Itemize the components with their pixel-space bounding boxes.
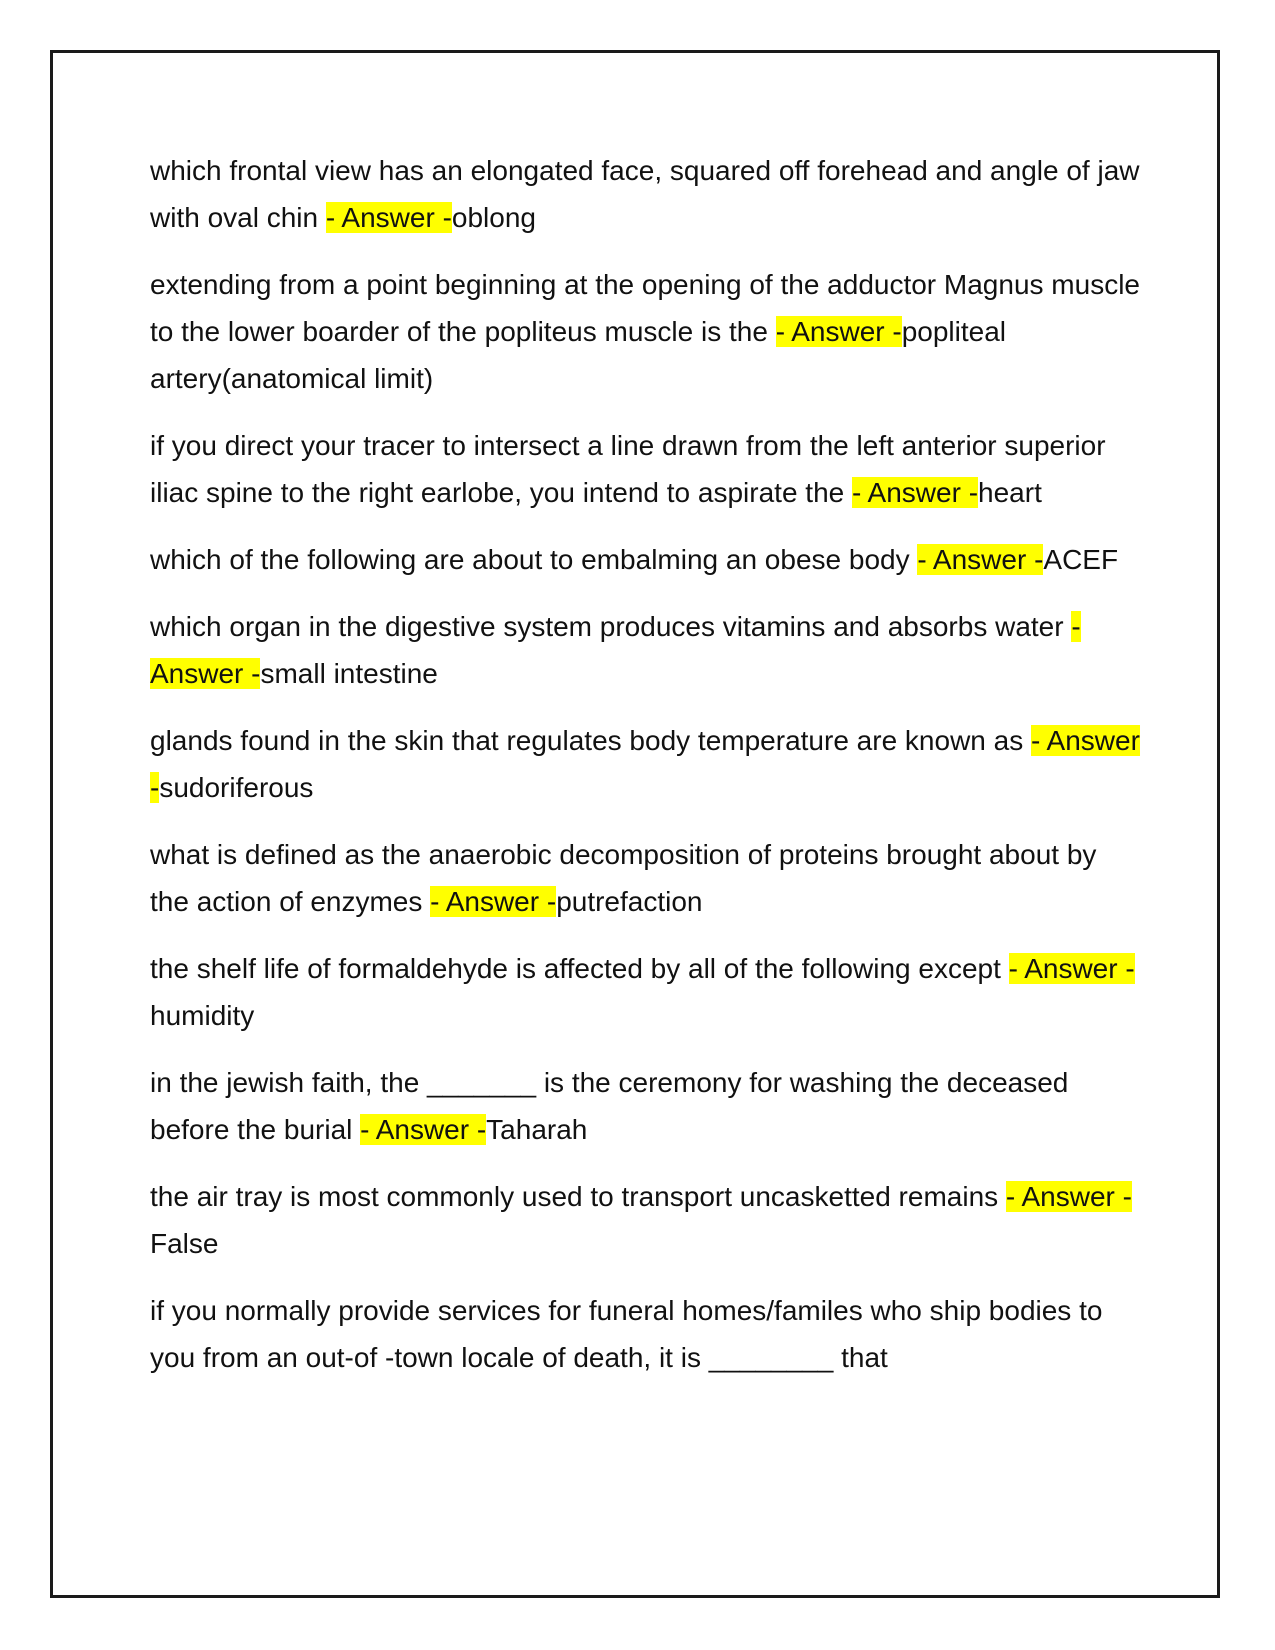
qa-item: [150, 945, 1140, 1039]
answer-text: humidity: [150, 1000, 255, 1031]
question-text: which frontal view has an elongated face, squared off forehead and angle of jaw with oval chin: [150, 155, 1140, 233]
answer-marker: - Answer -: [917, 544, 1044, 575]
answer-text: oblong: [451, 202, 536, 233]
answer-marker: - Answer -: [325, 202, 452, 233]
qa-item: [150, 717, 1140, 811]
answer-text: small intestine: [260, 658, 438, 689]
answer-text: Taharah: [486, 1114, 588, 1145]
qa-item: [150, 261, 1140, 402]
qa-item: [150, 1173, 1140, 1267]
qa-item: [150, 147, 1140, 241]
question-text: which of the following are about to embalming an obese body: [150, 544, 918, 575]
question-text: in the jewish faith, the _______ is the ceremony for washing the deceased before the burial: [150, 1067, 1069, 1145]
qa-item: [150, 831, 1140, 925]
answer-marker: - Answer -: [852, 477, 979, 508]
question-text: the shelf life of formaldehyde is affected by all of the following except: [150, 953, 1009, 984]
question-text: if you direct your tracer to intersect a line drawn from the left anterior superior iliac spine to the right earlobe, you intend to aspirate the: [150, 430, 1106, 508]
answer-marker: - Answer -: [1005, 1181, 1132, 1212]
question-text: which organ in the digestive system produces vitamins and absorbs water: [150, 611, 1072, 642]
answer-marker: - Answer -: [150, 725, 1140, 803]
answer-text: popliteal artery(anatomical limit): [150, 316, 1007, 394]
answer-text: ACEF: [1043, 544, 1119, 575]
qa-item: [150, 422, 1140, 516]
answer-marker: - Answer -: [360, 1114, 487, 1145]
question-text: glands found in the skin that regulates body temperature are known as: [150, 725, 1031, 756]
answer-text: heart: [978, 477, 1042, 508]
document-body: [150, 147, 1140, 1401]
answer-text: putrefaction: [556, 886, 703, 917]
answer-marker: - Answer -: [775, 316, 902, 347]
answer-marker: - Answer -: [430, 886, 557, 917]
qa-item: [150, 1059, 1140, 1153]
answer-marker: - Answer -: [150, 611, 1081, 689]
qa-item: [150, 603, 1140, 697]
question-text: the air tray is most commonly used to transport uncasketted remains: [150, 1181, 1006, 1212]
question-text: what is defined as the anaerobic decomposition of proteins brought about by the action of enzymes: [150, 839, 1097, 917]
question-text: extending from a point beginning at the opening of the adductor Magnus muscle to the lower boarder of the popliteus muscle is the: [150, 269, 1140, 347]
answer-marker: - Answer -: [1008, 953, 1135, 984]
qa-item: [150, 536, 1140, 583]
answer-text: False: [150, 1228, 219, 1259]
answer-text: sudoriferous: [159, 772, 314, 803]
trailing-question: if you normally provide services for funeral homes/familes who ship bodies to you from an out-of -town locale of death, it is ________ that: [150, 1295, 1103, 1373]
